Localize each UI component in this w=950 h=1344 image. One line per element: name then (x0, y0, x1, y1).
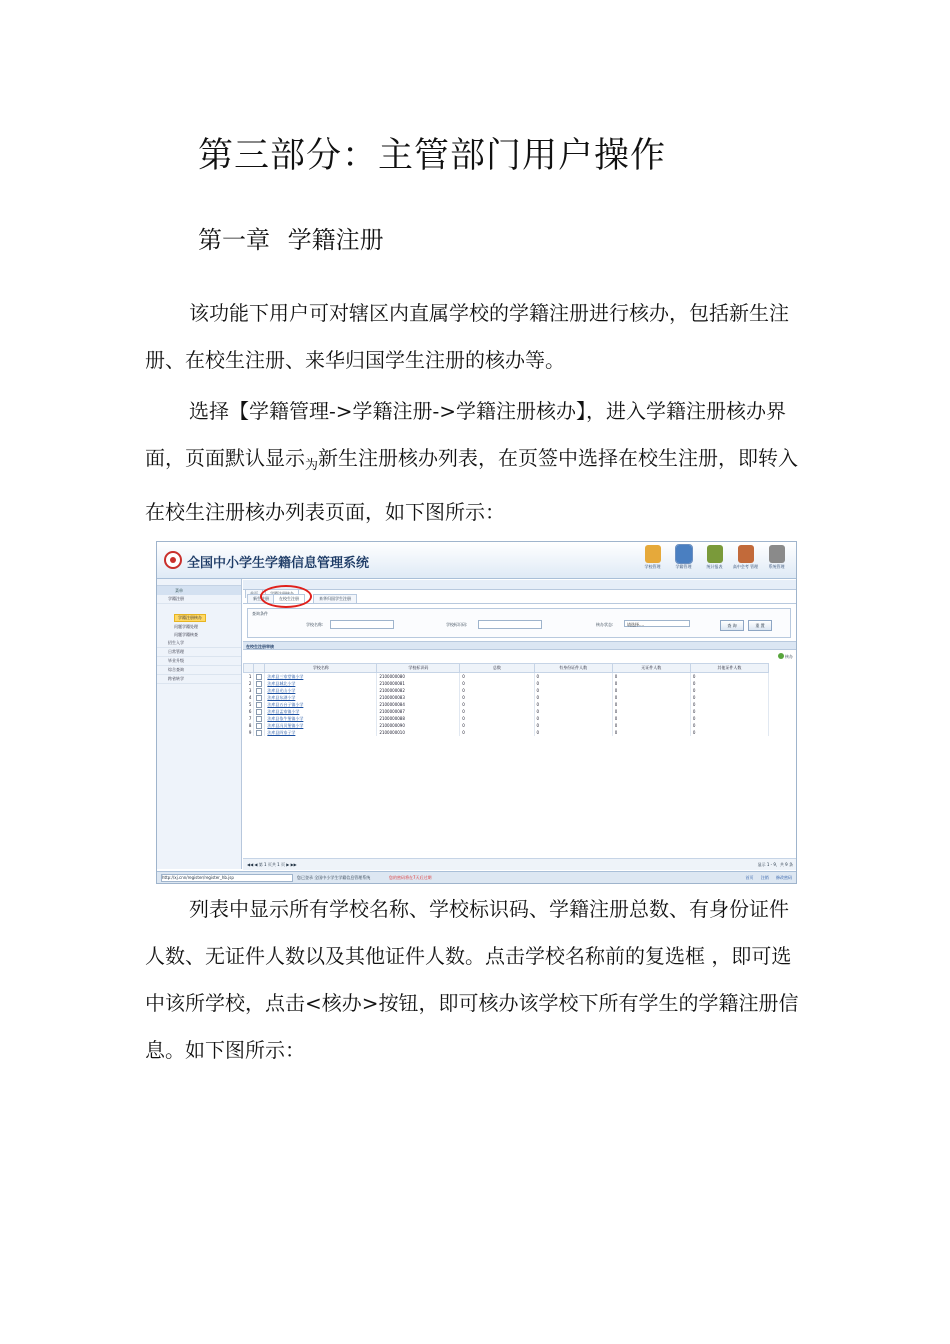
row-checkbox[interactable] (254, 729, 265, 736)
row-checkbox[interactable] (254, 715, 265, 722)
app-header (157, 542, 796, 579)
col-school-name: 学校名称 (265, 664, 377, 673)
home-link[interactable]: 首页 (745, 875, 754, 880)
school-code: 2100000088 (377, 715, 460, 722)
status-bar (157, 871, 796, 884)
subtab-current-student[interactable]: 在校生注册 (273, 594, 305, 604)
no-id-count: 0 (612, 729, 690, 736)
left-menu-panel (157, 579, 242, 869)
table-row[interactable] (244, 722, 769, 729)
school-code: 2100000087 (377, 708, 460, 715)
school-name-link[interactable]: 法库县城北小学 (265, 680, 377, 687)
col-no-id: 无证件人数 (612, 664, 690, 673)
row-number: 2 (244, 680, 254, 687)
school-code-label: 学校标识码: (446, 622, 468, 627)
pager (243, 858, 796, 870)
with-id-count: 0 (534, 715, 612, 722)
tab-bar (243, 580, 796, 590)
school-code: 2100000081 (377, 680, 460, 687)
row-checkbox[interactable] (254, 687, 265, 694)
with-id-count: 0 (534, 694, 612, 701)
password-warning: 您的密码将在7天后过期 (389, 875, 432, 880)
subtab-bar (243, 592, 796, 604)
menu-item[interactable]: 日常管理 (157, 648, 241, 657)
menu-item-selected[interactable]: 学籍注册核办 (174, 614, 206, 622)
row-checkbox[interactable] (254, 694, 265, 701)
nav-label: 学校管理 (644, 564, 661, 569)
col-school-code: 学校标识码 (377, 664, 460, 673)
school-name-link[interactable]: 法库县光山小学 (265, 687, 377, 694)
row-number: 6 (244, 708, 254, 715)
menu-item[interactable]: 招生入学 (157, 639, 241, 648)
status-url: http://xj.cnn/register/register_hb.jsp (161, 874, 293, 882)
nav-label: 系统管理 (768, 564, 785, 569)
school-name-link[interactable]: 法库县依牛堡镇小学 (265, 715, 377, 722)
total-count: 0 (460, 673, 534, 681)
query-button[interactable]: 查 询 (720, 620, 744, 631)
other-id-count: 0 (690, 729, 768, 736)
paragraph-intro: 该功能下用户可对辖区内直属学校的学籍注册进行核办，包括新生注册、在校生注册、来华归国学生注册的核办等。 (145, 301, 789, 372)
row-number: 1 (244, 673, 254, 681)
paragraph-navigation (145, 388, 807, 536)
table-row[interactable] (244, 694, 769, 701)
paragraph-list-description: 列表中显示所有学校名称、学校标识码、学籍注册总数、有身份证件人数、无证件人数以及其他证件人数。点击学校名称前的复选框 ，即可选中该所学校，点击<核办>按钮，即可核办该学校下所有学生的学籍注册信息。如下图所示： (145, 897, 799, 1062)
no-id-count: 0 (612, 715, 690, 722)
with-id-count: 0 (534, 701, 612, 708)
total-count: 0 (460, 729, 534, 736)
total-count: 0 (460, 680, 534, 687)
total-count: 0 (460, 715, 534, 722)
pager-controls[interactable]: ◀◀ ◀ 第 1 页共 1 页 ▶ ▶▶ (247, 862, 297, 867)
change-password-link[interactable]: 修改密码 (776, 875, 792, 880)
table-row[interactable] (244, 708, 769, 715)
col-with-id: 有身份证件人数 (534, 664, 612, 673)
table-row[interactable] (244, 715, 769, 722)
check-icon (778, 653, 784, 659)
nav-school-management[interactable] (637, 544, 668, 570)
menu-item[interactable]: 学籍注册 (157, 595, 241, 604)
document-title: 第三部分：主管部门用户操作 (198, 136, 667, 176)
row-checkbox[interactable] (254, 680, 265, 687)
nav-label: 学籍管理 (675, 564, 692, 569)
review-button-label: 核办 (785, 654, 793, 659)
school-code: 2100000083 (377, 694, 460, 701)
panel-toolbar (157, 579, 241, 586)
table-header-row (244, 664, 769, 673)
other-id-count: 0 (690, 708, 768, 715)
student-icon (676, 545, 692, 563)
school-name-label: 学校名称: (306, 622, 324, 627)
school-code: 2100000010 (377, 729, 460, 736)
exam-icon (738, 545, 754, 563)
with-id-count: 0 (534, 708, 612, 715)
status-label: 核办状态: (596, 622, 614, 627)
no-id-count: 0 (612, 680, 690, 687)
school-code-input[interactable] (478, 620, 542, 629)
menu-header: 菜单 (157, 586, 241, 595)
status-message: 您已登录 全国中小学生学籍信息管理系统 (297, 875, 371, 880)
row-checkbox[interactable] (254, 701, 265, 708)
other-id-count: 0 (690, 715, 768, 722)
highlight-circle (260, 585, 312, 608)
app-title: 全国中小学生学籍信息管理系统 (187, 556, 370, 571)
row-number: 9 (244, 729, 254, 736)
menu-item[interactable]: 毕业升级 (157, 657, 241, 666)
with-id-count: 0 (534, 729, 612, 736)
menu-item[interactable]: 问题学籍处理 (174, 624, 198, 629)
row-checkbox[interactable] (254, 722, 265, 729)
embedded-screenshot (156, 541, 797, 884)
school-name-link[interactable]: 法库县三家堂镇小学 (265, 673, 377, 681)
with-id-count: 0 (534, 673, 612, 681)
school-code: 2100000084 (377, 701, 460, 708)
other-id-count: 0 (690, 694, 768, 701)
nav-reports[interactable] (699, 544, 730, 570)
menu-item[interactable]: 问题学籍核查 (174, 632, 198, 637)
school-name-link[interactable]: 法库县冯贝堡镇小学 (265, 722, 377, 729)
total-count: 0 (460, 694, 534, 701)
no-id-count: 0 (612, 687, 690, 694)
query-legend: 查询条件 (252, 611, 268, 616)
other-id-count: 0 (690, 680, 768, 687)
no-id-count: 0 (612, 701, 690, 708)
subtab-new-student[interactable]: 新生注册 (247, 594, 275, 604)
nav-system-management[interactable] (761, 544, 792, 570)
grid-title: 在校生注册审核 (243, 641, 796, 650)
row-number: 4 (244, 694, 254, 701)
review-button[interactable] (778, 653, 793, 660)
select-all-header[interactable] (254, 664, 265, 673)
other-id-count: 0 (690, 687, 768, 694)
school-icon (645, 545, 661, 563)
row-number: 8 (244, 722, 254, 729)
nav-exam-management[interactable] (730, 544, 761, 570)
no-id-count: 0 (612, 722, 690, 729)
status-links (739, 872, 792, 884)
reset-button[interactable]: 重 置 (748, 620, 772, 631)
total-count: 0 (460, 687, 534, 694)
paragraph-navigation-part-b: 新生注册核办列表，在页签中选择在校生注册，即转入在校生注册核办列表页面，如下图所示： (145, 446, 799, 524)
other-id-count: 0 (690, 673, 768, 681)
system-icon (769, 545, 785, 563)
logout-link[interactable]: 注销 (760, 875, 769, 880)
table-row[interactable] (244, 680, 769, 687)
table-row[interactable] (244, 701, 769, 708)
row-number-header (244, 664, 254, 673)
pager-summary: 显示 1 - 9，共 9 条 (757, 862, 793, 867)
emblem-icon (164, 551, 182, 569)
nav-student-management[interactable] (668, 544, 699, 570)
no-id-count: 0 (612, 708, 690, 715)
col-total: 总数 (460, 664, 534, 673)
with-id-count: 0 (534, 722, 612, 729)
nav-label: 统计报表 (706, 564, 723, 569)
nav-label: 高中会考 管理 (732, 564, 759, 569)
school-name-link[interactable]: 法库县四家子学 (265, 729, 377, 736)
checkbox-icon[interactable] (256, 730, 262, 736)
menu-item[interactable]: 综合查询 (157, 666, 241, 675)
subtab-returned-student[interactable]: 来华归国学生注册 (313, 594, 357, 604)
row-number: 5 (244, 701, 254, 708)
school-name-link[interactable]: 法库县五台子镇小学 (265, 701, 377, 708)
school-name-link[interactable]: 法库县东湖小学 (265, 694, 377, 701)
chapter-title: 第一章 学籍注册 (198, 226, 384, 254)
with-id-count: 0 (534, 680, 612, 687)
other-id-count: 0 (690, 722, 768, 729)
row-checkbox[interactable] (254, 708, 265, 715)
grid-toolbar (243, 652, 796, 662)
total-count: 0 (460, 708, 534, 715)
no-id-count: 0 (612, 694, 690, 701)
col-other-id: 其他证件人数 (690, 664, 768, 673)
total-count: 0 (460, 722, 534, 729)
school-name-input[interactable] (330, 620, 394, 629)
school-code: 2100000082 (377, 687, 460, 694)
table-row[interactable] (244, 687, 769, 694)
school-name-link[interactable]: 法库县孟家镇小学 (265, 708, 377, 715)
top-nav (637, 544, 792, 570)
school-code: 2100000090 (377, 722, 460, 729)
total-count: 0 (460, 701, 534, 708)
paragraph-navigation-part-a: 选择【学籍管理->学籍注册->学籍注册核办】，进入学籍注册核办界面，页面默认显示 (145, 399, 787, 470)
school-code: 2100000080 (377, 673, 460, 681)
no-id-count: 0 (612, 673, 690, 681)
other-id-count: 0 (690, 701, 768, 708)
row-number: 3 (244, 687, 254, 694)
with-id-count: 0 (534, 687, 612, 694)
row-checkbox[interactable] (254, 673, 265, 681)
paragraph-navigation-small-char: 为 (305, 458, 319, 473)
status-select[interactable]: 请选择.... (624, 620, 690, 627)
row-number: 7 (244, 715, 254, 722)
school-table (243, 663, 769, 736)
query-panel (247, 608, 791, 638)
menu-item[interactable]: 跨省转学 (157, 675, 241, 684)
table-row[interactable] (244, 673, 769, 681)
report-icon (707, 545, 723, 563)
table-row[interactable] (244, 729, 769, 736)
